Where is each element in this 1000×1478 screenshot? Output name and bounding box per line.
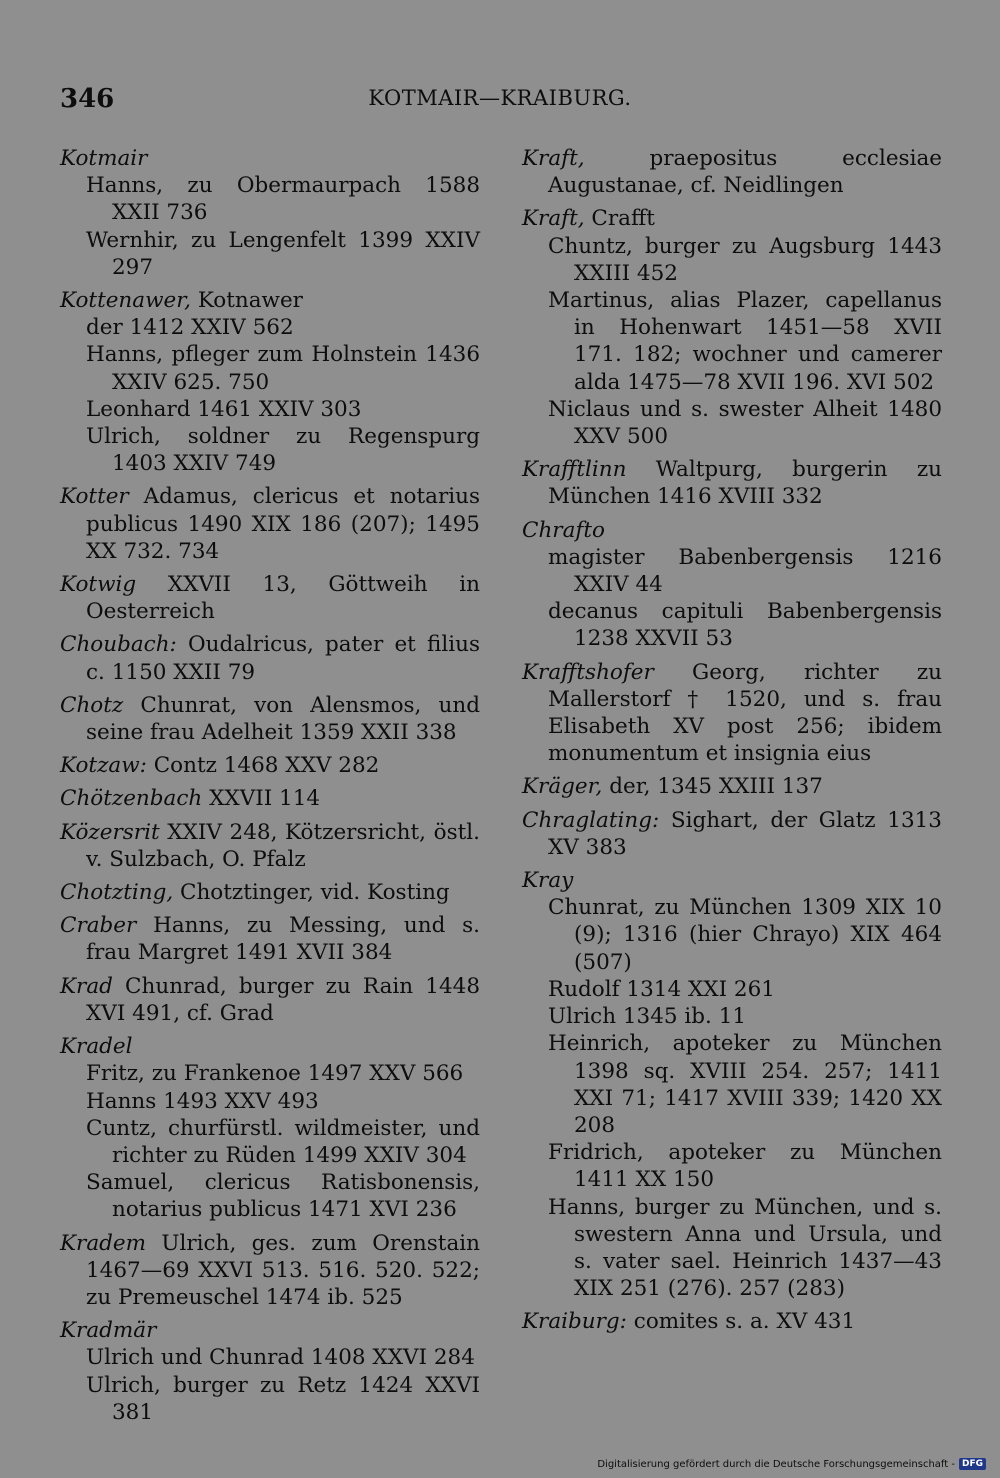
entry-text: praepositus ecclesiae Augustanae, cf. Neidlingen — [548, 146, 942, 199]
index-subentry — [522, 287, 942, 396]
entry-text: Chotztinger, vid. Kosting — [173, 880, 450, 906]
index-subentry — [522, 598, 942, 652]
entry-text: Wernhir, zu Lengenfelt 1399 XXIV 297 — [86, 227, 480, 280]
index-entry — [60, 692, 480, 746]
headword: Kradem — [60, 1230, 147, 1256]
footer — [597, 1458, 986, 1470]
entry-text: Hanns, zu Obermaurpach 1588 XXII 736 — [86, 173, 480, 226]
index-subentry — [522, 544, 942, 598]
headword: Kradel — [60, 1034, 133, 1060]
headword: Kradmär — [60, 1318, 157, 1344]
entry-text: Contz 1468 XXV 282 — [146, 753, 380, 779]
entry-text: Waltpurg, burgerin zu München 1416 XVIII 332 — [548, 457, 942, 510]
index-subentry — [60, 1060, 480, 1087]
entry-text: Rudolf 1314 XXI 261 — [548, 976, 775, 1002]
headword: Krafftlinn — [522, 457, 627, 483]
index-subentry — [522, 233, 942, 287]
index-subentry — [60, 1088, 480, 1115]
entry-text: Adamus, clericus et notarius publicus 1490 XIX 186 (207); 1495 XX 732. 734 — [86, 484, 480, 564]
index-subentry — [60, 1169, 480, 1223]
index-entry — [60, 973, 480, 1027]
headword: Kotwig — [60, 572, 137, 598]
headword: Kray — [522, 868, 574, 894]
index-entry — [60, 145, 480, 172]
entry-text: magister Babenbergensis 1216 XXIV 44 — [548, 544, 942, 598]
entry-text: Ulrich 1345 ib. 11 — [548, 1004, 747, 1030]
left-column — [60, 145, 480, 1426]
index-subentry — [522, 1139, 942, 1193]
index-entry — [60, 912, 480, 966]
entry-text: Kotnawer — [190, 288, 303, 314]
entry-text: der 1412 XXIV 562 — [86, 315, 294, 341]
index-subentry — [522, 976, 942, 1003]
index-entry — [60, 483, 480, 565]
headword: Chotzting, — [60, 880, 174, 906]
index-subentry — [60, 423, 480, 477]
index-entry — [60, 879, 480, 906]
headword: Kraft, — [522, 146, 585, 171]
headword: Kotmair — [60, 146, 148, 171]
entry-text: Ulrich, ges. zum Orenstain 1467—69 XXVI 513. 516. 520. 522; zu Premeuschel 1474 ib. 525 — [86, 1230, 480, 1310]
index-subentry — [60, 227, 480, 281]
index-subentry — [522, 396, 942, 450]
index-subentry — [522, 1030, 942, 1139]
index-entry — [522, 1308, 942, 1335]
index-entry — [522, 456, 942, 510]
entry-text: Hanns 1493 XXV 493 — [86, 1088, 319, 1114]
index-entry — [522, 807, 942, 861]
headword: Choubach: — [60, 632, 177, 658]
index-entry — [60, 1033, 480, 1060]
index-entry — [60, 1230, 480, 1312]
entry-text: Oudalricus, pater et filius c. 1150 XXII 79 — [86, 632, 480, 685]
index-entry — [60, 785, 480, 812]
entry-text: Fritz, zu Frankenoe 1497 XXV 566 — [86, 1061, 464, 1087]
index-entry — [522, 867, 942, 894]
entry-text: Ulrich, soldner zu Regenspurg 1403 XXIV 749 — [86, 424, 480, 477]
entry-text: Georg, richter zu Mallerstorf † 1520, und s. frau Elisabeth XV post 256; ibidem monumentum et insignia eius — [548, 659, 942, 767]
page-header — [60, 84, 940, 124]
entry-text: Crafft — [584, 206, 655, 232]
headword: Krafftshofer — [522, 659, 654, 685]
index-entry — [60, 752, 480, 779]
entry-text: Leonhard 1461 XXIV 303 — [86, 396, 362, 422]
index-entry — [522, 659, 942, 768]
headword: Chraglating: — [522, 807, 660, 833]
index-entry — [522, 145, 942, 199]
index-subentry — [60, 396, 480, 423]
entry-text: Chuntz, burger zu Augsburg 1443 XXIII 452 — [548, 233, 942, 286]
entry-text: Chunrat, zu München 1309 XIX 10 (9); 1316 (hier Chrayo) XIX 464 (507) — [548, 895, 942, 975]
entry-text: XXVII 13, Göttweih in Oesterreich — [86, 572, 480, 625]
headword: Krad — [60, 973, 113, 999]
entry-text: Samuel, clericus Ratisbonensis, notarius publicus 1471 XVI 236 — [86, 1170, 480, 1223]
index-subentry — [60, 172, 480, 226]
entry-text: Chunrad, burger zu Rain 1448 XVI 491, cf. Grad — [86, 973, 480, 1026]
index-subentry — [60, 341, 480, 395]
index-subentry — [522, 1003, 942, 1030]
index-entry — [60, 631, 480, 685]
entry-text: Cuntz, churfürstl. wildmeister, und richter zu Rüden 1499 XXIV 304 — [86, 1115, 480, 1168]
index-subentry — [60, 1115, 480, 1169]
index-entry — [522, 205, 942, 232]
headword: Kottenawer, — [60, 288, 191, 314]
page-number: 346 — [60, 84, 115, 114]
headword: Chrafto — [522, 517, 605, 543]
headword: Kotter — [60, 484, 129, 510]
entry-text: Hanns, zu Messing, und s. frau Margret 1491 XVII 384 — [86, 913, 480, 966]
right-column — [522, 145, 942, 1336]
entry-text: Niclaus und s. swester Alheit 1480 XXV 500 — [548, 396, 942, 450]
entry-text: der, 1345 XXIII 137 — [602, 774, 823, 800]
headword: Közersrit — [60, 819, 160, 845]
entry-text: Sighart, der Glatz 1313 XV 383 — [548, 807, 942, 860]
entry-text: Heinrich, apoteker zu München 1398 sq. XVIII 254. 257; 1411 XXI 71; 1417 XVIII 339; 1420 XX 208 — [548, 1031, 942, 1138]
headword: Kraiburg: — [522, 1309, 627, 1335]
entry-text: comites s. a. XV 431 — [626, 1309, 856, 1335]
index-subentry — [60, 1344, 480, 1371]
index-entry — [60, 1317, 480, 1344]
entry-text: Ulrich, burger zu Retz 1424 XXVI 381 — [86, 1372, 480, 1425]
entry-text: XXVII 114 — [202, 786, 321, 812]
index-entry — [60, 571, 480, 625]
index-subentry — [60, 314, 480, 341]
headword: Kräger, — [522, 774, 603, 800]
headword: Craber — [60, 913, 137, 939]
entry-text: Chunrat, von Alensmos, und seine frau Adelheit 1359 XXII 338 — [86, 692, 480, 746]
entry-text: Fridrich, apoteker zu München 1411 XX 150 — [548, 1140, 942, 1193]
entry-text: Hanns, burger zu München, und s. swestern Anna und Ursula, und s. vater sael. Heinrich 1437—43 XIX 251 (276). 257 (283) — [548, 1194, 942, 1302]
index-subentry — [522, 1194, 942, 1303]
footer-text: Digitalisierung gefördert durch die Deutsche Forschungsgemeinschaft - — [597, 1458, 955, 1470]
index-subentry — [522, 894, 942, 976]
headword: Kraft, — [522, 206, 585, 232]
running-head: KOTMAIR—KRAIBURG. — [368, 86, 632, 110]
dfg-logo: DFG — [959, 1458, 986, 1470]
entry-text: XXIV 248, Kötzersricht, östl. v. Sulzbach, O. Pfalz — [86, 819, 480, 872]
index-entry — [522, 517, 942, 544]
index-entry — [60, 819, 480, 873]
entry-text: Hanns, pfleger zum Holnstein 1436 XXIV 625. 750 — [86, 342, 480, 395]
index-subentry — [60, 1372, 480, 1426]
index-entry — [60, 287, 480, 314]
entry-text: Ulrich und Chunrad 1408 XXVI 284 — [86, 1345, 475, 1371]
headword: Kotzaw: — [60, 753, 147, 779]
entry-text: decanus capituli Babenbergensis 1238 XXVII 53 — [548, 599, 942, 652]
headword: Chötzenbach — [60, 786, 203, 812]
index-entry — [522, 773, 942, 800]
entry-text: Martinus, alias Plazer, capellanus in Hohenwart 1451—58 XVII 171. 182; wochner und camerer alda 1475—78 XVII 196. XVI 502 — [548, 288, 942, 395]
headword: Chotz — [60, 692, 124, 718]
